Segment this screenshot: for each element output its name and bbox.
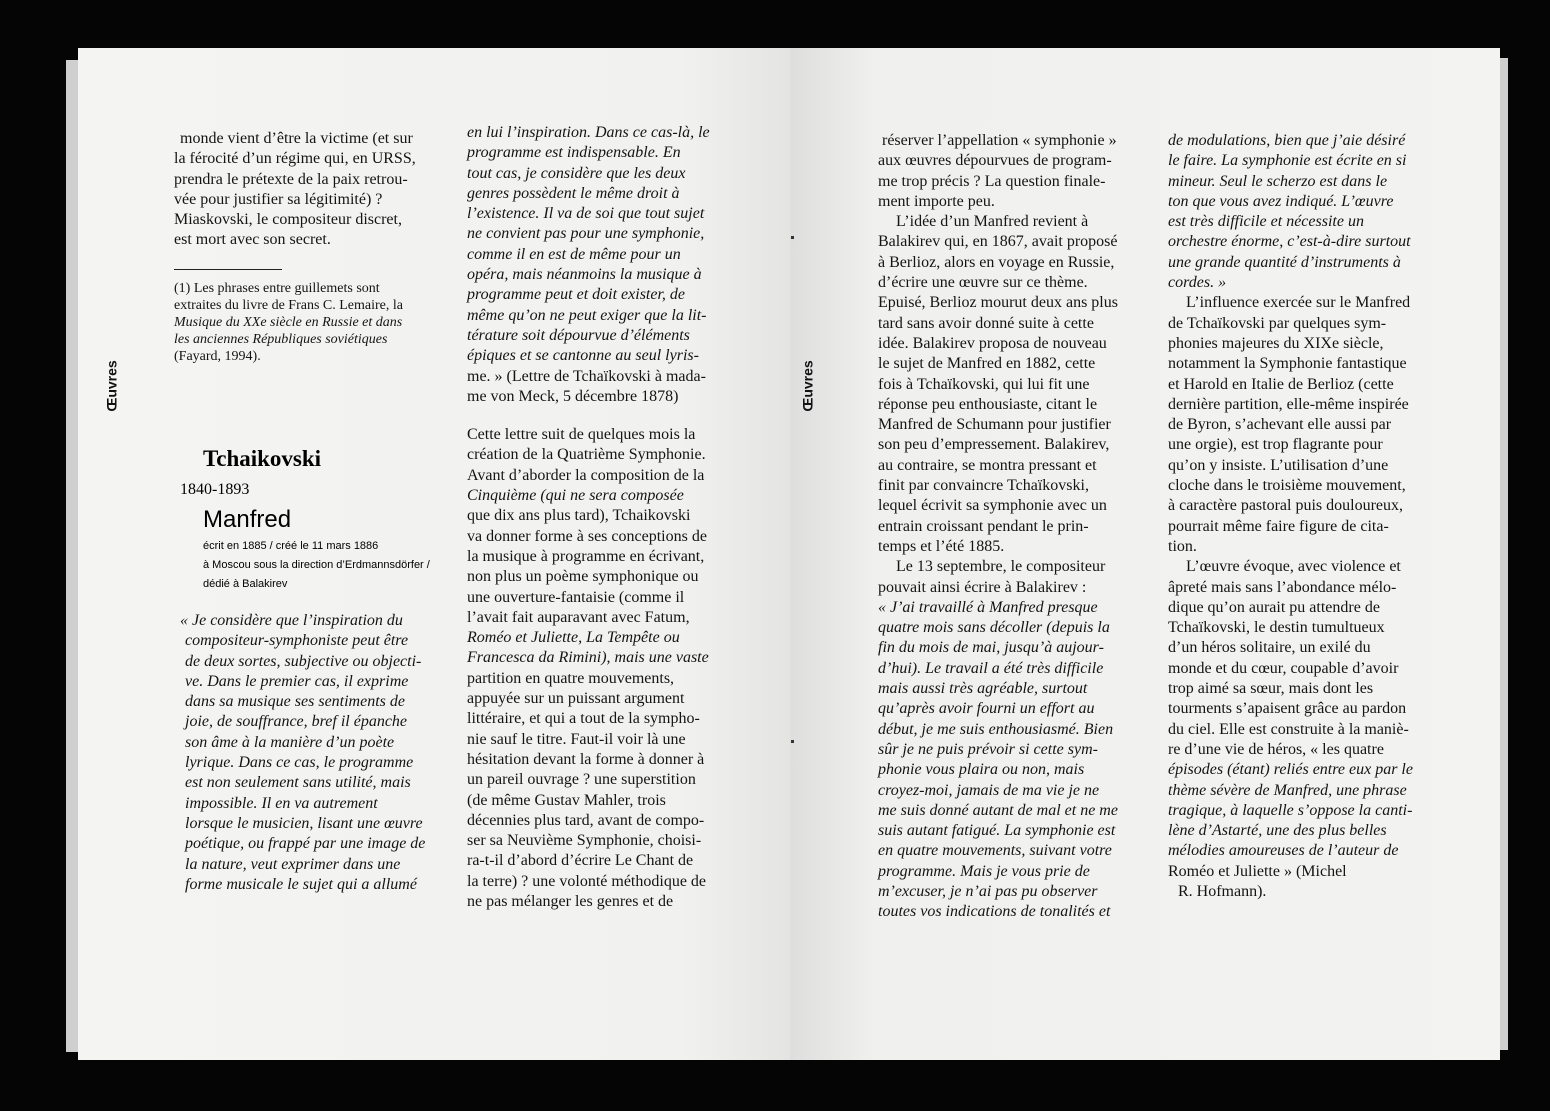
text-line: orchestre énorme, c’est-à-dire surtout [1168,233,1411,251]
text-line: prendra le prétexte de la paix retrou- [174,170,408,188]
text-line: et Harold en Italie de Berlioz (cette [1168,375,1394,393]
text-line: « Je considère que l’inspiration du [180,612,403,629]
text-line: d’un héros solitaire, un exilé du [1168,639,1371,657]
text-line: la musique à programme en écrivant, [467,547,705,565]
text-line: opéra, mais néanmoins la musique à [467,266,702,284]
composer-name: Tchaikovski [203,446,322,471]
text-line: ton que vous avez indiqué. L’œuvre [1168,192,1394,210]
text-line: temps et l’été 1885. [878,537,1005,555]
binding-mark [791,740,794,743]
text-line: toutes vos indications de tonalités et [878,903,1111,921]
text-line: l’avait fait auparavant avec Fatum, [467,608,690,626]
text-line: ve. Dans le premier cas, il exprime [185,672,409,690]
text-line: de modulations, bien que j’aie désiré [1168,132,1406,149]
text-line: lène d’Astarté, une des plus belles [1168,822,1387,840]
right-column-2 [1168,131,1468,902]
footnote-line: Musique du XXe siècle en Russie et dans [174,314,403,330]
text-line: Epuisé, Berlioz mourut deux ans plus [878,294,1118,312]
text-line: (de même Gustav Mahler, trois [467,791,666,809]
text-line: lequel écrivit sa symphonie avec un [878,497,1107,515]
text-line: une orgie), est trop flagrante pour [1168,436,1383,454]
text-line: tourments s’apaisent grâce au pardon [1168,700,1407,718]
text-line: sûr je ne puis prévoir si cette sym- [878,740,1098,758]
text-line: suis autant fatigué. La symphonie est [878,822,1116,840]
text-line: tout cas, je considère que les deux [467,164,686,182]
text-line: d’hui). Le travail a été très difficile [878,659,1104,677]
text-line: entrain croissant pendant le prin- [878,517,1089,535]
work-title: Manfred [203,506,292,533]
text-line: création de la Quatrième Symphonie. [467,446,706,464]
left-column-1-top [174,129,444,365]
text-line: R. Hofmann). [1178,882,1267,900]
text-line: me trop précis ? La question finale- [878,172,1106,190]
text-line: joie, de souffrance, bref il épanche [185,713,408,731]
text-line: programme. Mais je vous prie de [878,862,1090,880]
right-column-1 [878,131,1173,923]
text-line: une ouverture-fantaisie (comme il [467,588,685,606]
text-line: forme musicale le sujet qui a allumé [185,875,417,893]
footnote-line: (1) Les phrases entre guillemets sont [174,280,380,296]
text-line: que dix ans plus tard), Tchaikovski [467,507,691,525]
text-line: me suis donné autant de mal et ne me [878,801,1118,819]
text-line: Francesca da Rimini), mais une vaste [467,649,709,667]
text-line: à caractère pastoral puis douloureux, [1168,497,1404,515]
left-column-2 [467,123,757,912]
text-line: fin du mois de mai, jusqu’à aujour- [878,639,1104,657]
text-line: monde et du cœur, coupable d’avoir [1168,659,1399,677]
work-meta-line: à Moscou sous la direction d’Erdmannsdörfer / [203,559,430,571]
work-meta-line: écrit en 1885 / créé le 11 mars 1886 [203,540,379,552]
text-line: l’existence. Il va de soi que tout sujet [467,205,705,223]
text-line: cordes. » [1168,274,1227,292]
text-line: comme il en est de même pour un [467,245,681,263]
text-line: Balakirev qui, en 1867, avait proposé [878,233,1118,251]
text-line: térature soit dépourvue d’éléments [467,326,690,344]
text-line: dique qu’on aurait pu attendre de [1168,598,1380,616]
text-line: Cette lettre suit de quelques mois la [467,426,696,444]
text-line: Avant d’aborder la composition de la [467,466,705,484]
left-column-1-quote [180,611,455,895]
text-line: début, je me suis enthousiasmé. Bien [878,720,1114,738]
text-line: thème sévère de Manfred, une phrase [1168,781,1407,799]
text-line: Miaskovski, le compositeur discret, [174,211,402,229]
text-line: programme peut et doit exister, de [467,286,686,304]
text-line: L’œuvre évoque, avec violence et [1186,558,1401,576]
right-page [790,48,1500,1060]
text-line: non plus un poème symphonique ou [467,568,699,586]
text-line: poétique, ou frappé par une image de [185,835,426,853]
section-side-label: Œuvres [799,360,816,412]
work-meta [203,537,443,594]
text-line: de deux sortes, subjective ou objecti- [185,652,422,670]
text-line: notamment la Symphonie fantastique [1168,355,1407,373]
text-line: ser sa Neuvième Symphonie, choisi- [467,832,702,850]
text-line: L’influence exercée sur le Manfred [1186,294,1411,312]
text-line: compositeur-symphoniste peut être [185,632,409,650]
text-line: épisodes (étant) reliés entre eux par le [1168,761,1413,779]
binding-mark [791,236,794,239]
text-line: Manfred de Schumann pour justifier [878,416,1111,434]
text-line: phonie vous plaira ou non, mais [878,761,1085,779]
footnote [174,280,444,365]
text-line: Tchaïkovski, le destin tumultueux [1168,619,1385,637]
text-line: réserver l’appellation « symphonie » [882,132,1117,149]
text-line: partition en quatre mouvements, [467,669,675,687]
text-line: cloche dans le troisième mouvement, [1168,477,1406,495]
footnote-line: les anciennes Républiques soviétiques [174,331,388,347]
text-line: impossible. Il en va autrement [185,794,378,812]
text-line: aux œuvres dépourvues de program- [878,152,1112,170]
text-line: L’idée d’un Manfred revient à [896,213,1089,231]
text-line: épiques et se cantonne au seul lyris- [467,347,699,365]
text-line: va donner forme à ses conceptions de [467,527,707,545]
text-line: qu’après avoir fourni un effort au [878,700,1095,718]
text-line: le faire. La symphonie est écrite en si [1168,152,1407,170]
text-line: au contraire, se montra pressant et [878,456,1097,474]
text-line: pourrait même faire figure de cita- [1168,517,1389,535]
text-line: de Byron, s’achevant elle aussi par [1168,416,1392,434]
section-side-label: Œuvres [103,360,120,412]
text-line: nie sauf le titre. Faut-il voir là une [467,730,686,748]
text-line: Roméo et Juliette » (Michel [1168,862,1347,880]
text-line: réponse peu enthousiaste, citant le [878,395,1098,413]
text-line: la férocité d’un régime qui, en URSS, [174,150,416,168]
text-line: ne convient pas pour une symphonie, [467,225,705,243]
text-line: fois à Tchaïkovski, qui lui fit une [878,375,1090,393]
work-meta-line: dédié à Balakirev [203,578,288,590]
text-line: qu’on y insiste. L’utilisation d’une [1168,456,1389,474]
text-line: littéraire, et qui a tout de la sympho- [467,710,700,728]
text-line: la terre) ? une volonté méthodique de [467,872,707,890]
text-line: idée. Balakirev proposa de nouveau [878,334,1107,352]
text-line: mais aussi très agréable, surtout [878,680,1088,698]
text-line: du ciel. Elle est construite à la maniè- [1168,720,1409,738]
text-line: phonies majeures du XIXe siècle, [1168,334,1384,352]
text-line: ra-t-il d’abord d’écrire Le Chant de [467,852,694,870]
text-line: me von Meck, 5 décembre 1878) [467,387,679,405]
text-line: tragique, à laquelle s’oppose la canti- [1168,801,1413,819]
text-line: en quatre mouvements, suivant votre [878,842,1112,860]
text-line: âpreté mais sans l’abondance mélo- [1168,578,1397,596]
text-line: mineur. Seul le scherzo est dans le [1168,172,1388,190]
text-line: hésitation devant la forme à donner à [467,750,705,768]
text-line: est mort avec son secret. [174,231,331,249]
text-line: Cinquième (qui ne sera composée [467,487,684,505]
text-line: la nature, veut exprimer dans une [185,855,401,873]
text-line: lyrique. Dans ce cas, le programme [185,754,414,772]
text-line: pouvait ainsi écrire à Balakirev : [878,578,1087,596]
text-line: un pareil ouvrage ? une superstition [467,771,696,789]
text-line: Le 13 septembre, le compositeur [896,558,1106,576]
footnote-line: (Fayard, 1994). [174,348,261,364]
footnote-line: extraites du livre de Frans C. Lemaire, la [174,297,403,313]
text-line: m’excuser, je n’ai pas pu observer [878,882,1098,900]
text-line: ment importe peu. [878,192,995,210]
text-line: finit par convaincre Tchaïkovski, [878,477,1089,495]
text-line: son âme à la manière d’un poète [185,733,395,751]
text-line: lorsque le musicien, lisant une œuvre [185,814,423,832]
text-line: en lui l’inspiration. Dans ce cas-là, le [467,124,710,141]
text-line: genres possèdent le même droit à [467,184,680,202]
text-line: de Tchaïkovski par quelques sym- [1168,314,1387,332]
text-line: décennies plus tard, avant de compo- [467,811,705,829]
text-line: me. » (Lettre de Tchaïkovski à mada- [467,367,706,385]
text-line: Roméo et Juliette, La Tempête ou [467,629,680,647]
text-line: le sujet de Manfred en 1882, cette [878,355,1096,373]
text-line: mélodies amoureuses de l’auteur de [1168,842,1399,860]
text-line: trop aimé sa sœur, mais dont les [1168,680,1374,698]
text-line: tard sans avoir donné suite à cette [878,314,1094,332]
composer-dates: 1840-1893 [180,481,250,498]
text-line: croyez-moi, jamais de ma vie je ne [878,781,1100,799]
text-line: même qu’on ne peut exiger que la lit- [467,306,707,324]
text-line: son peu d’empressement. Balakirev, [878,436,1110,454]
paragraph-gap [467,407,757,425]
text-line: d’écrire une œuvre sur ce thème. [878,274,1088,292]
text-line: dans sa musique ses sentiments de [185,693,405,711]
text-line: vée pour justifier sa légitimité) ? [174,190,383,208]
text-line: est très difficile et nécessite un [1168,213,1364,231]
text-line: est non seulement sans utilité, mais [185,774,411,792]
text-line: dernière partition, elle-même inspirée [1168,395,1409,413]
text-line: « J’ai travaillé à Manfred presque [878,598,1098,616]
footnote-rule [174,269,282,270]
text-line: monde vient d’être la victime (et sur [180,130,413,147]
text-line: quatre mois sans décoller (depuis la [878,619,1110,637]
text-line: ne pas mélanger les genres et de [467,892,674,910]
text-line: re d’une vie de héros, « les quatre [1168,740,1384,758]
text-line: appuyée sur un puissant argument [467,690,685,708]
text-line: programme est indispensable. En [467,144,681,162]
left-page [78,48,790,1060]
text-line: tion. [1168,537,1197,555]
text-line: une grande quantité d’instruments à [1168,253,1401,271]
text-line: à Berlioz, alors en voyage en Russie, [878,253,1115,271]
